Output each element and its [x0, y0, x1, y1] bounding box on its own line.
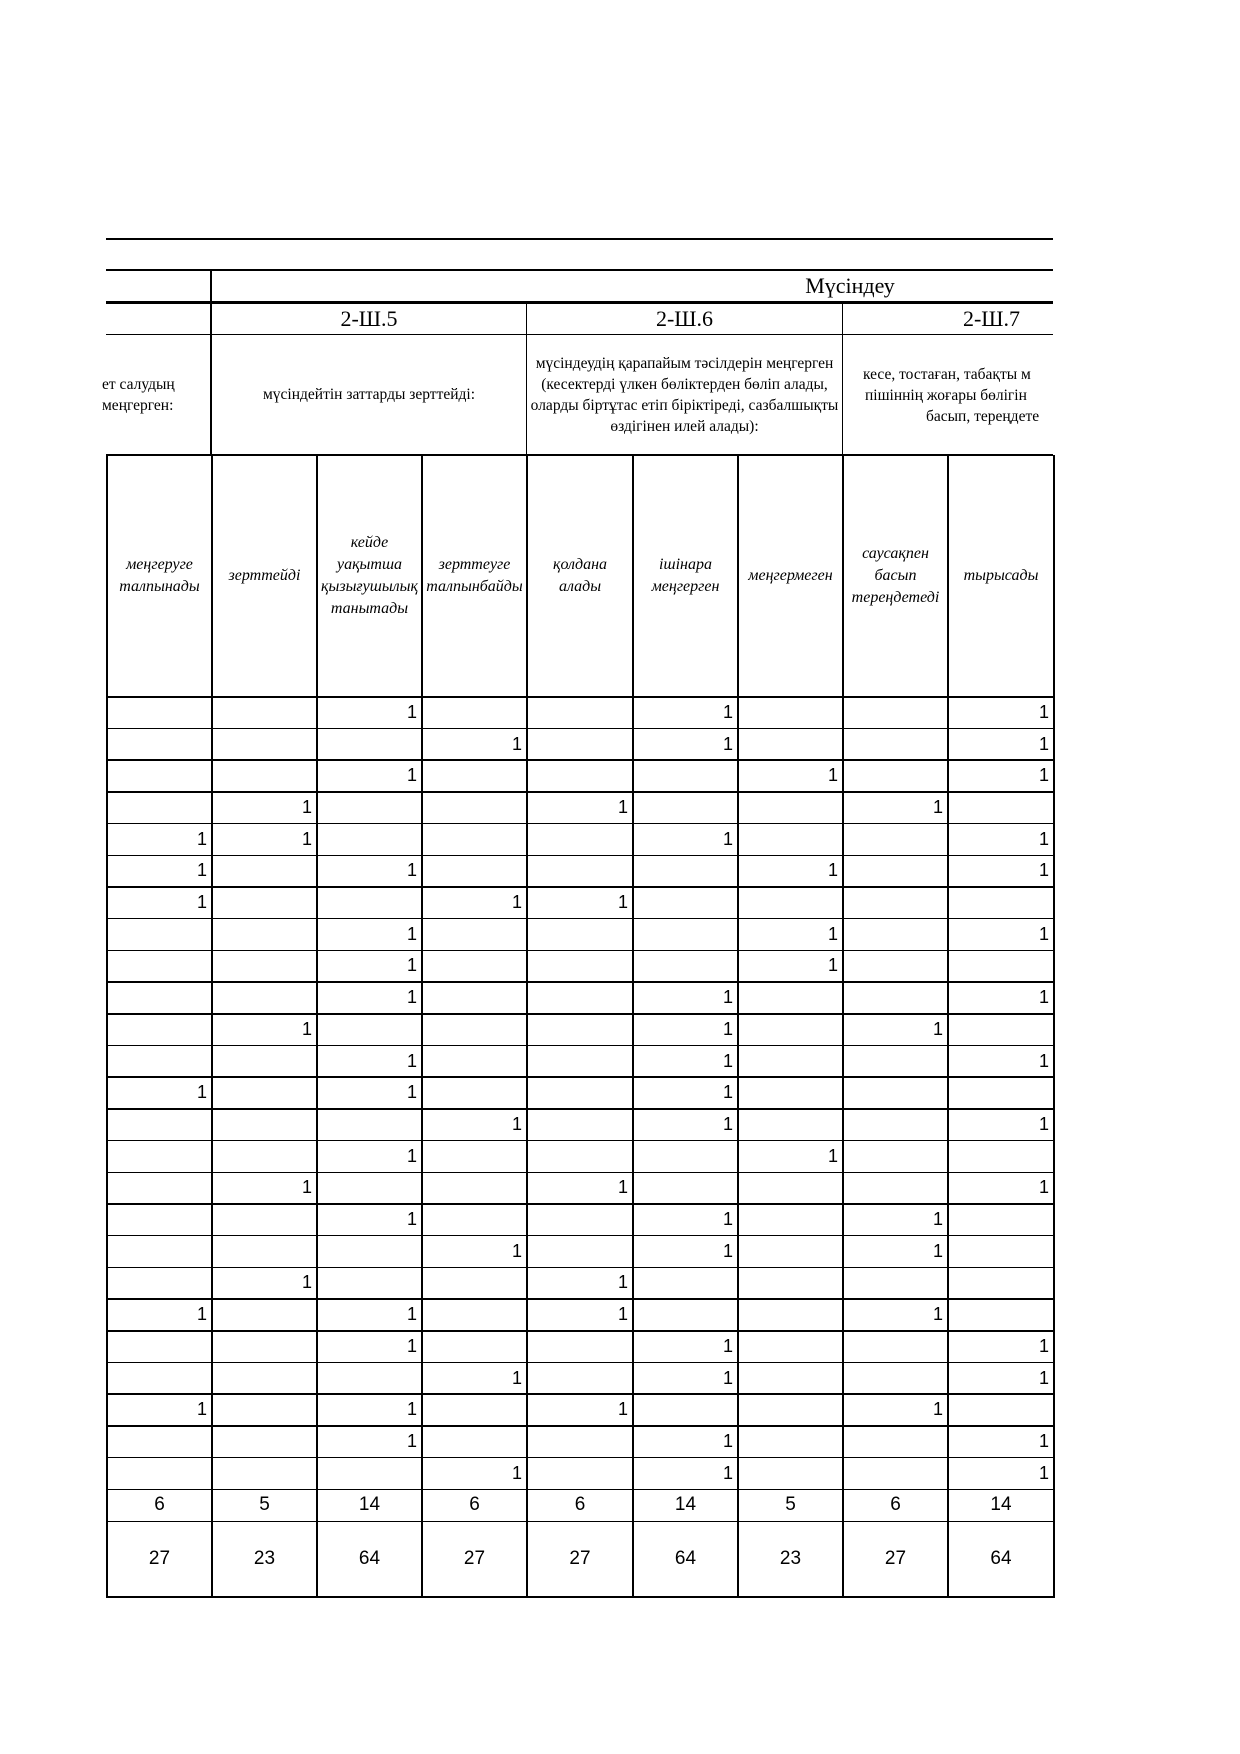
table-cell: 1: [406, 1399, 417, 1420]
table-cell: [634, 1268, 737, 1299]
table-cell: [423, 792, 526, 823]
table-cell: [108, 1458, 211, 1489]
table-cell: 1: [301, 796, 312, 817]
table-cell: 1: [617, 1399, 628, 1420]
description-2sh7-line-3: басып, тереңдете: [926, 407, 1040, 425]
table-cell: [318, 1363, 421, 1394]
table-cell: [528, 1109, 632, 1140]
table-cell: [844, 824, 947, 855]
table-cell: 1: [827, 1145, 838, 1166]
table-cell: [739, 792, 842, 823]
table-cell: [213, 760, 316, 791]
table-cell: 1: [1038, 733, 1049, 754]
table-cell: 1: [722, 1430, 733, 1451]
table-cell: [108, 982, 211, 1013]
table-cell: 1: [511, 892, 522, 913]
table-cell: 1: [196, 1399, 207, 1420]
table-cell: [108, 1046, 211, 1077]
table-cell: 1: [932, 1209, 943, 1230]
table-cell: [528, 1458, 632, 1489]
table-cell: [423, 1268, 526, 1299]
table-cell: [423, 1426, 526, 1457]
table-cell: 1: [406, 860, 417, 881]
table-cell: [528, 760, 632, 791]
table-cell: [844, 1109, 947, 1140]
table-cell: [634, 792, 737, 823]
table-cell: [844, 1331, 947, 1362]
table-cell: [213, 1394, 316, 1425]
table-cell: [634, 856, 737, 887]
table-cell: [423, 856, 526, 887]
table-cell: 1: [722, 828, 733, 849]
table-cell: [844, 1141, 947, 1172]
subheader-cell: ішінара меңгерген: [651, 556, 720, 595]
description-left-line-1: ет салудың: [102, 376, 175, 393]
table-cell: [949, 1268, 1053, 1299]
table-cell: 1: [1038, 1462, 1049, 1483]
table-cell: 1: [722, 1240, 733, 1261]
table-cell: 1: [1038, 828, 1049, 849]
table-cell: [108, 1331, 211, 1362]
table-cell: [844, 982, 947, 1013]
top-border-line: [106, 238, 1053, 240]
table-cell: [528, 1363, 632, 1394]
table-cell: [213, 856, 316, 887]
table-cell: [213, 982, 316, 1013]
table-cell: 1: [1038, 1177, 1049, 1198]
table-cell: 1: [722, 701, 733, 722]
total-cell: 6: [154, 1494, 165, 1515]
table-cell: [213, 1109, 316, 1140]
table-cell: [739, 1109, 842, 1140]
subheader-cell: қолдана алады: [552, 556, 608, 595]
table-cell: [213, 1204, 316, 1235]
total-cell: 14: [990, 1494, 1012, 1515]
table-cell: [739, 1299, 842, 1330]
table-cell: [634, 760, 737, 791]
table-cell: 1: [722, 1209, 733, 1230]
table-cell: [423, 951, 526, 982]
table-cell: [318, 887, 421, 918]
subheader-cell: саусақпен басып тереңдетеді: [851, 545, 940, 606]
table-cell: [634, 1394, 737, 1425]
table-cell: 1: [406, 1304, 417, 1325]
table-cell: [318, 729, 421, 760]
table-cell: [949, 1394, 1053, 1425]
table-cell: 1: [511, 1367, 522, 1388]
table-cell: 1: [722, 1113, 733, 1134]
table-cell: [844, 919, 947, 950]
table-cell: 1: [617, 796, 628, 817]
table-cell: 1: [932, 1304, 943, 1325]
percent-cell: 27: [569, 1547, 591, 1569]
table-bottom-line: [106, 1596, 1055, 1598]
table-cell: 1: [617, 892, 628, 913]
table-cell: [423, 1141, 526, 1172]
table-cell: [528, 951, 632, 982]
table-cell: [423, 1204, 526, 1235]
table-cell: [423, 1394, 526, 1425]
table-cell: [739, 1173, 842, 1204]
description-2sh7: [846, 355, 1053, 435]
table-cell: [213, 1363, 316, 1394]
total-cell: 6: [469, 1494, 480, 1515]
total-cell: 14: [674, 1494, 697, 1515]
total-cell: 5: [259, 1494, 270, 1515]
table-cell: [844, 1458, 947, 1489]
table-cell: [949, 1204, 1053, 1235]
table-cell: [423, 1014, 526, 1045]
table-cell: [634, 1141, 737, 1172]
table-cell: 1: [722, 1018, 733, 1039]
table-cell: [528, 1426, 632, 1457]
table-cell: [213, 729, 316, 760]
table-cell: [528, 1014, 632, 1045]
table-cell: 1: [1038, 701, 1049, 722]
table-cell: 1: [722, 733, 733, 754]
table-cell: [844, 729, 947, 760]
table-cell: [108, 760, 211, 791]
table-cell: [739, 729, 842, 760]
table-cell: [844, 1046, 947, 1077]
table-cell: [423, 1299, 526, 1330]
table-cell: [528, 729, 632, 760]
table-cell: [318, 792, 421, 823]
table-cell: 1: [196, 828, 207, 849]
table-cell: 1: [406, 1050, 417, 1071]
subheader-cell: кейде уақытша қызығушылық танытады: [321, 534, 418, 617]
table-cell: [739, 1014, 842, 1045]
table-cell: [423, 1173, 526, 1204]
table-cell: 1: [406, 1209, 417, 1230]
table-cell: 1: [1038, 987, 1049, 1008]
table-cell: [844, 1173, 947, 1204]
table-cell: [949, 1014, 1053, 1045]
table-cell: [528, 1204, 632, 1235]
table-cell: [528, 1236, 632, 1267]
table-cell: [213, 919, 316, 950]
table-cell: [528, 1077, 632, 1108]
table-cell: [528, 982, 632, 1013]
percent-cell: 64: [990, 1547, 1012, 1569]
total-cell: 6: [890, 1494, 901, 1515]
table-cell: 1: [301, 1177, 312, 1198]
table-cell: 1: [617, 1304, 628, 1325]
table-cell: [528, 1331, 632, 1362]
table-cell: 1: [406, 701, 417, 722]
code-2sh6: 2-Ш.6: [655, 306, 714, 331]
table-cell: 1: [1038, 860, 1049, 881]
table-cell: [108, 919, 211, 950]
table-cell: [844, 1426, 947, 1457]
subheader-cell: меңгеруге талпынады: [119, 556, 200, 595]
table-cell: [739, 1394, 842, 1425]
description-left-line-2: меңгерген:: [102, 397, 174, 414]
table-cell: [844, 1363, 947, 1394]
table-cell: [213, 697, 316, 728]
total-cell: 6: [574, 1494, 586, 1515]
table-cell: [108, 1173, 211, 1204]
percent-cell: 27: [148, 1547, 171, 1569]
table-cell: 1: [301, 1018, 312, 1039]
table-cell: 1: [932, 1240, 943, 1261]
table-cell: [528, 697, 632, 728]
table-cell: 1: [722, 1050, 733, 1071]
subheader-cell: зерттеуге талпынбайды: [426, 556, 523, 595]
table-cell: [213, 1046, 316, 1077]
table-cell: [213, 951, 316, 982]
table-cell: [108, 1236, 211, 1267]
table-cell: 1: [196, 1082, 207, 1103]
table-cell: [844, 760, 947, 791]
table-cell: [844, 1268, 947, 1299]
table-cell: [949, 1141, 1053, 1172]
table-cell: [739, 1204, 842, 1235]
table-cell: [949, 792, 1053, 823]
table-cell: [423, 824, 526, 855]
table-cell: 1: [406, 1430, 417, 1451]
table-cell: 1: [406, 1145, 417, 1166]
table-cell: [739, 1331, 842, 1362]
table-cell: [949, 887, 1053, 918]
table-cell: [108, 792, 211, 823]
table-cell: 1: [406, 1082, 417, 1103]
table-cell: [528, 1141, 632, 1172]
table-cell: 1: [932, 1399, 943, 1420]
table-cell: [318, 1109, 421, 1140]
table-cell: [423, 760, 526, 791]
table-cell: 1: [722, 1462, 733, 1483]
table-cell: 1: [196, 892, 207, 913]
description-2sh6: мүсіндеудің қарапайым тәсілдерін меңгерген (кесектерді үлкен бөліктерден бөліп алады, оларды біртұтас етіп біріктіреді, сазбалшықты өздігінен илей алады):: [530, 354, 839, 435]
table-cell: [949, 1236, 1053, 1267]
table-cell: [108, 1426, 211, 1457]
table-cell: [739, 982, 842, 1013]
table-cell: [739, 1426, 842, 1457]
table-cell: [423, 982, 526, 1013]
table-cell: [528, 919, 632, 950]
table-cell: [213, 1236, 316, 1267]
table-cell: [634, 887, 737, 918]
table-cell: [739, 887, 842, 918]
table-cell: [739, 1458, 842, 1489]
table-cell: 1: [827, 860, 838, 881]
percent-cell: 23: [253, 1547, 276, 1569]
total-cell: 5: [785, 1494, 796, 1515]
table-cell: [423, 1077, 526, 1108]
table-cell: [108, 1141, 211, 1172]
table-cell: [108, 1363, 211, 1394]
table-cell: [423, 919, 526, 950]
description-left-partial: [100, 372, 194, 416]
table-cell: 1: [511, 1462, 522, 1483]
table-cell: 1: [511, 1240, 522, 1261]
table-cell: 1: [617, 1272, 628, 1293]
section-title: Мүсіндеу: [805, 273, 895, 298]
code-2sh7: 2-Ш.7: [962, 306, 1021, 331]
table-cell: 1: [1038, 765, 1049, 786]
table-cell: 1: [722, 1082, 733, 1103]
table-cell: [108, 1204, 211, 1235]
table-cell: [213, 887, 316, 918]
table-cell: 1: [406, 923, 417, 944]
table-cell: [213, 1299, 316, 1330]
table-cell: [634, 951, 737, 982]
table-cell: 1: [511, 1113, 522, 1134]
subheader-cell: зерттейді: [228, 567, 301, 584]
table-cell: 1: [827, 923, 838, 944]
code-2sh5: 2-Ш.5: [340, 306, 398, 331]
table-cell: 1: [827, 955, 838, 976]
percent-cell: 64: [674, 1547, 697, 1569]
table-cell: 1: [827, 765, 838, 786]
table-cell: 1: [196, 860, 207, 881]
table-cell: 1: [511, 733, 522, 754]
table-cell: [949, 1299, 1053, 1330]
table-cell: [318, 1173, 421, 1204]
table-cell: 1: [1038, 1335, 1049, 1356]
table-cell: [739, 1236, 842, 1267]
subheader-cell: тырысады: [963, 567, 1039, 584]
table-cell: [844, 697, 947, 728]
table-cell: [739, 824, 842, 855]
table-cell: [108, 1014, 211, 1045]
percent-cell: 23: [779, 1547, 802, 1569]
table-cell: [739, 1046, 842, 1077]
table-cell: 1: [1038, 923, 1049, 944]
subheader-cell: меңгермеген: [748, 567, 833, 584]
table-cell: 1: [722, 1367, 733, 1388]
table-cell: 1: [301, 1272, 312, 1293]
table-cell: [844, 951, 947, 982]
table-cell: [318, 824, 421, 855]
table-cell: [108, 729, 211, 760]
table-cell: [949, 951, 1053, 982]
percent-cell: 64: [358, 1547, 381, 1569]
table-cell: 1: [1038, 1367, 1049, 1388]
table-cell: 1: [1038, 1113, 1049, 1134]
percent-cell: 27: [463, 1547, 486, 1569]
table-cell: [739, 1268, 842, 1299]
table-cell: [423, 697, 526, 728]
table-cell: [108, 1109, 211, 1140]
table-cell: 1: [617, 1177, 628, 1198]
table-cell: [634, 1173, 737, 1204]
table-cell: [739, 1077, 842, 1108]
table-cell: [844, 856, 947, 887]
table-cell: [739, 697, 842, 728]
description-2sh7-line-1: кесе, тостаған, табақты м: [863, 365, 1031, 383]
table-cell: [213, 1141, 316, 1172]
table-cell: [318, 1458, 421, 1489]
table-cell: 1: [1038, 1430, 1049, 1451]
description-2sh7-line-2: пішіннің жоғары бөлігін: [865, 386, 1027, 404]
table-cell: [634, 1299, 737, 1330]
table-cell: 1: [932, 796, 943, 817]
table-cell: [528, 856, 632, 887]
table-cell: [213, 1426, 316, 1457]
table-cell: [949, 1077, 1053, 1108]
table-cell: [108, 1268, 211, 1299]
table-cell: 1: [406, 987, 417, 1008]
table-cell: [213, 1458, 316, 1489]
table-cell: [634, 919, 737, 950]
table-cell: 1: [301, 828, 312, 849]
table-cell: [423, 1046, 526, 1077]
table-cell: 1: [722, 987, 733, 1008]
table-cell: [739, 1363, 842, 1394]
table-cell: [423, 1331, 526, 1362]
table-cell: [108, 697, 211, 728]
table-cell: 1: [196, 1304, 207, 1325]
code-divider-7: [842, 303, 843, 455]
table-cell: [318, 1236, 421, 1267]
table-cell: [108, 951, 211, 982]
table-cell: 1: [406, 765, 417, 786]
table-cell: [844, 1077, 947, 1108]
total-cell: 14: [358, 1494, 381, 1515]
table-cell: [213, 1077, 316, 1108]
table-cell: 1: [406, 955, 417, 976]
table-cell: [528, 1046, 632, 1077]
table-cell: [213, 1331, 316, 1362]
percent-cell: 27: [884, 1547, 907, 1569]
table-cell: [318, 1014, 421, 1045]
table-cell: 1: [406, 1335, 417, 1356]
table-cell: [528, 824, 632, 855]
table-cell: 1: [932, 1018, 943, 1039]
description-2sh5: мүсіндейтін заттарды зерттейді:: [262, 386, 476, 403]
table-cell: 1: [722, 1335, 733, 1356]
table-cell: [844, 887, 947, 918]
table-cell: [318, 1268, 421, 1299]
table-cell: 1: [1038, 1050, 1049, 1071]
